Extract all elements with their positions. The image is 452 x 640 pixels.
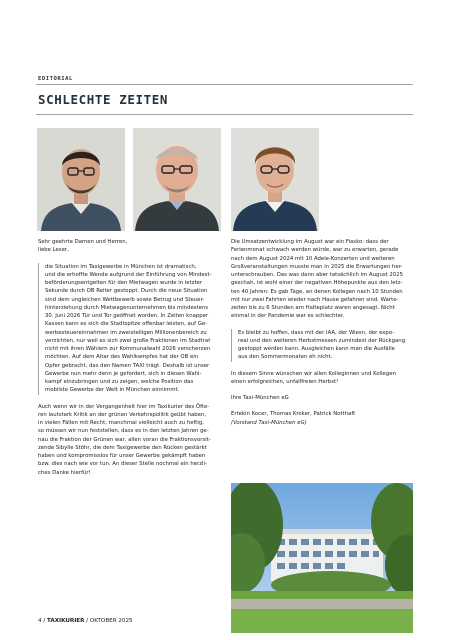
portrait-photo-2 <box>133 128 221 231</box>
section-label: EDITORIAL <box>38 76 73 82</box>
magazine-name: TAXIKURIER <box>47 618 85 624</box>
title-divider <box>36 114 413 115</box>
page-footer <box>38 618 133 624</box>
issue-date: / OKTOBER 2025 <box>86 618 133 624</box>
top-divider <box>36 84 413 85</box>
paragraph-situation: die Situation im Taxigewerbe in München ist dramatisch, und die erhoffte Wende aufgrund der Einführung von Mindest- beförderungsentgelten für den Mietwagen wurde in letzter Sekunde durch OB Reiter gestoppt. Durch die neue Situation sind dem ungleichen Wettbewerb sowie Betrug und Steuer- hinterziehung durch Mietwagenunternehmen bis mindestens 30. Juni 2026 Tür und Tor geöffnet worden. In Zeiten knapper Kassen kann es sich die Stadtspitze offenbar leisten, auf Ge- werbesteuereinnahmen im zweistelligen Millionenbereich zu verzichten, nur weil es sich zwei große Fraktionen im Stadtrat nicht mit ihren Wählern zur Kommunalwahl 2026 verscherzen möchten. Auf dem Altar des Wahlkampfes hat der OB ein Opfer gebracht, das den Namen TAXI trägt. Deshalb ist unser Gewerbe nun mehr denn je gefordert, sich in diesen Wahl- kampf einzubringen und zu zeigen, welche Position das mobilste Gewerbe der Welt in München einnimmt. <box>38 263 218 395</box>
left-text-column <box>38 238 218 477</box>
greeting: Sehr geehrte Damen und Herren, liebe Leser, <box>38 239 128 254</box>
page-number: 4 <box>38 618 42 624</box>
signers-role: (Vorstand Taxi-München eG) <box>231 419 307 426</box>
portrait-photo-3 <box>231 128 319 231</box>
paragraph-august: Die Umsatzentwicklung im August war ein Fiasko: dass der Ferienmonat schwach werden würde, war zu erwarten, gerade nach dem August 2024 mit 10 Adele-Konzerten und weiteren Großveranstaltungen musste man in 2025 die Erwartungen her- unterschrauben. Das was dann aber tatsächlich im August 2025 geschah, ist wohl einer der negativen Höhepunkte aus den letz- ten 40 Jahren: Es gab Tage, an denen Kollegen nach 10 Stunden mit nur zwei Fahrten wieder nach Hause gefahren sind. Warte- zeiten bis zu 6 Stunden am Halteplatz waren angesagt. Nicht einmal in der Pandemie war es schlechter. <box>231 239 404 320</box>
paragraph-greens: Auch wenn wir in der Vergangenheit hier im Taxikurier des Öfte- ren lautstark Kritik an der grünen Verkehrspolitik geübt haben, in vielen Fällen mit Recht, manchmal vielleicht auch zu heftig, so müssen wir nun feststellen, dass es in den letzten Jahren ge- nau die Fraktion der Grünen war, allen voran die Fraktionsvorsit- zende Sibylle Stöhr, die dem Taxigewerbe den Rücken gestärkt haben und kompromisslos für unser Gewerbe gekämpft haben bzw. dies nach wie vor tun. An dieser Stelle nochmal ein herzli- ches Danke hierfür! <box>38 403 211 476</box>
right-text-column <box>231 238 413 427</box>
footer-separator: / <box>43 618 46 624</box>
page-title: SCHLECHTE ZEITEN <box>38 92 169 107</box>
signers: Ertekin Kocer, Thomas Kroker, Patrick Notthaft <box>231 411 356 418</box>
building-photo <box>231 483 413 633</box>
portrait-photo-1 <box>37 128 125 231</box>
paragraph-hope: Es bleibt zu hoffen, dass mit der IAA, der Wiesn, der expo- real und den weiteren Herbstmessen zumindest der Rückgang gestoppt werden kann. Ausgleichen kann man die Ausfälle aus den Sommermonaten eh nicht. <box>231 329 413 362</box>
paragraph-wishes: In diesem Sinne wünschen wir allen Kolleginnen und Kollegen einen erfolgreichen, unfallfreien Herbst! <box>231 370 396 385</box>
signoff: Ihre Taxi-München eG <box>231 395 289 401</box>
